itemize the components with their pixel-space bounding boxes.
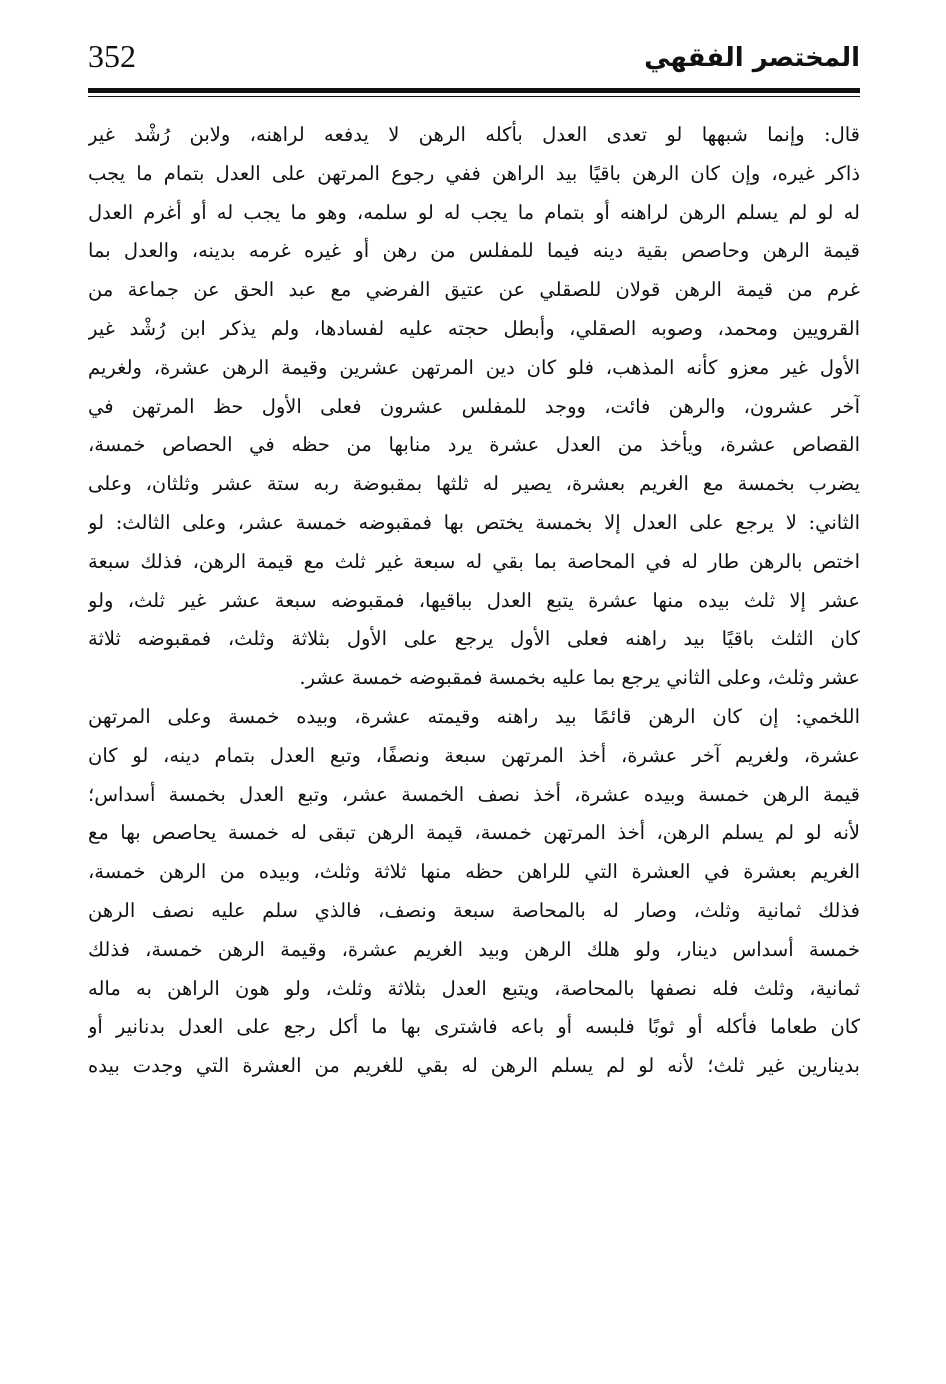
text-line: يضرب بخمسة مع الغريم بعشرة، يصير له ثلثها بمقبوضة ربه ستة عشر وثلثان، وعلى [88,472,860,496]
text-line: غرم من قيمة الرهن قولان للصقلي عن عتيق الفرضي مع عبد الحق عن جماعة من [88,278,860,302]
text-line: ثمانية، وثلث فله نصفها بالمحاصة، ويتبع العدل بثلاثة وثلث، ولو هون الراهن به ماله [88,976,860,1000]
text-line: له لو لم يسلم الرهن لراهنه أو بتمام ما يجب له لو سلمه، وهو ما يجب له أو أغرم العدل [88,200,860,224]
text-line: كان طعاما فأكله أو ثوبًا فلبسه أو باعه فاشترى بها ما أكل رجع على العدل بدنانير أو [88,1015,860,1039]
text-line: عشر وثلث، وعلى الثاني يرجع بما عليه بخمسة فمقبوضه خمسة عشر. [299,666,860,690]
text-line: عشرة، ولغريم آخر عشرة، أخذ المرتهن سبعة ونصفًا، وتبع العدل بتمام دينه، لو كان [88,743,860,767]
text-line: الأول غير معزو كأنه المذهب، فلو كان دين المرتهن عشرين وقيمة الرهن عشرة، ولغريم [88,355,860,379]
text-line: خمسة أسداس دينار، ولو هلك الرهن وبيد الغريم عشرة، وقيمة الرهن خمسة، فذلك [88,937,860,961]
text-line: لأنه لو لم يسلم الرهن، أخذ المرتهن خمسة، قيمة الرهن تبقى له خمسة يحاصص بها مع [88,821,860,845]
text-line: اللخمي: إن كان الرهن قائمًا بيد راهنه وقيمته عشرة، وبيده خمسة وعلى المرتهن [88,704,860,728]
text-line: الثاني: لا يرجع على العدل إلا بخمسة يختص بها فمقبوضه خمسة عشر، وعلى الثالث: لو [88,510,860,534]
text-line: قيمة الرهن وحاصص بقية دينه فيما للمفلس من رهن أو غيره غرمه بدينه، والعدل بما [88,239,860,263]
text-line: قيمة الرهن خمسة وبيده عشرة، أخذ نصف الخمسة عشر، وتبع العدل بخمسة أسداس؛ [88,782,860,806]
header-rule-thick [88,88,860,93]
text-line: قال: وإنما شبهها لو تعدى العدل بأكله الرهن لا يدفعه لراهنه، ولابن رُشْد غير [88,123,860,146]
header-rule-thin [88,96,860,97]
page-number: 352 [88,38,136,74]
text-line: الغريم بعشرة في العشرة التي للراهن حظه منها ثلاثة وثلث، وبيده من الرهن خمسة، [88,860,860,884]
text-line: فذلك ثمانية وثلث، وصار له بالمحاصة سبعة ونصف، فالذي سلم عليه نصف الرهن [88,898,860,922]
text-line: القرويين ومحمد، وصوبه الصقلي، وأبطل حجته عليه لفسادها، ولم يذكر ابن رُشْد غير [88,316,860,340]
text-line: كان الثلث باقيًا بيد راهنه فعلى الأول يرجع على الأول بثلاثة وثلث، فمقبوضه ثلاثة [88,627,860,651]
text-line: القصاص عشرة، ويأخذ من العدل عشرة يرد منابها من حظه في الحصاص خمسة، [88,433,860,457]
running-title: المختصر الفقهي [644,43,860,73]
text-line: آخر عشرون، والرهن فائت، ووجد للمفلس عشرون فعلى الأول حظ المرتهن في [88,394,860,418]
text-line: ذاكر غيره، وإن كان الرهن باقيًا بيد الراهن ففي رجوع المرتهن على العدل بتمام ما يجب [88,161,860,185]
text-line: بدينارين غير ثلث؛ لأنه لو لم يسلم الرهن له بقي للغريم من العشرة التي وجدت بيده [88,1054,860,1078]
text-line: عشر إلا ثلث بيده منها عشرة يتبع العدل بباقيها، فمقبوضه سبعة عشر غير ثلث، ولو [88,588,860,612]
text-line: اختص بالرهن طار له في المحاصة بما بقي له سبعة غير ثلث مع قيمة الرهن، فذلك سبعة [88,549,860,573]
page-header [88,36,860,86]
body-text [88,116,860,1086]
